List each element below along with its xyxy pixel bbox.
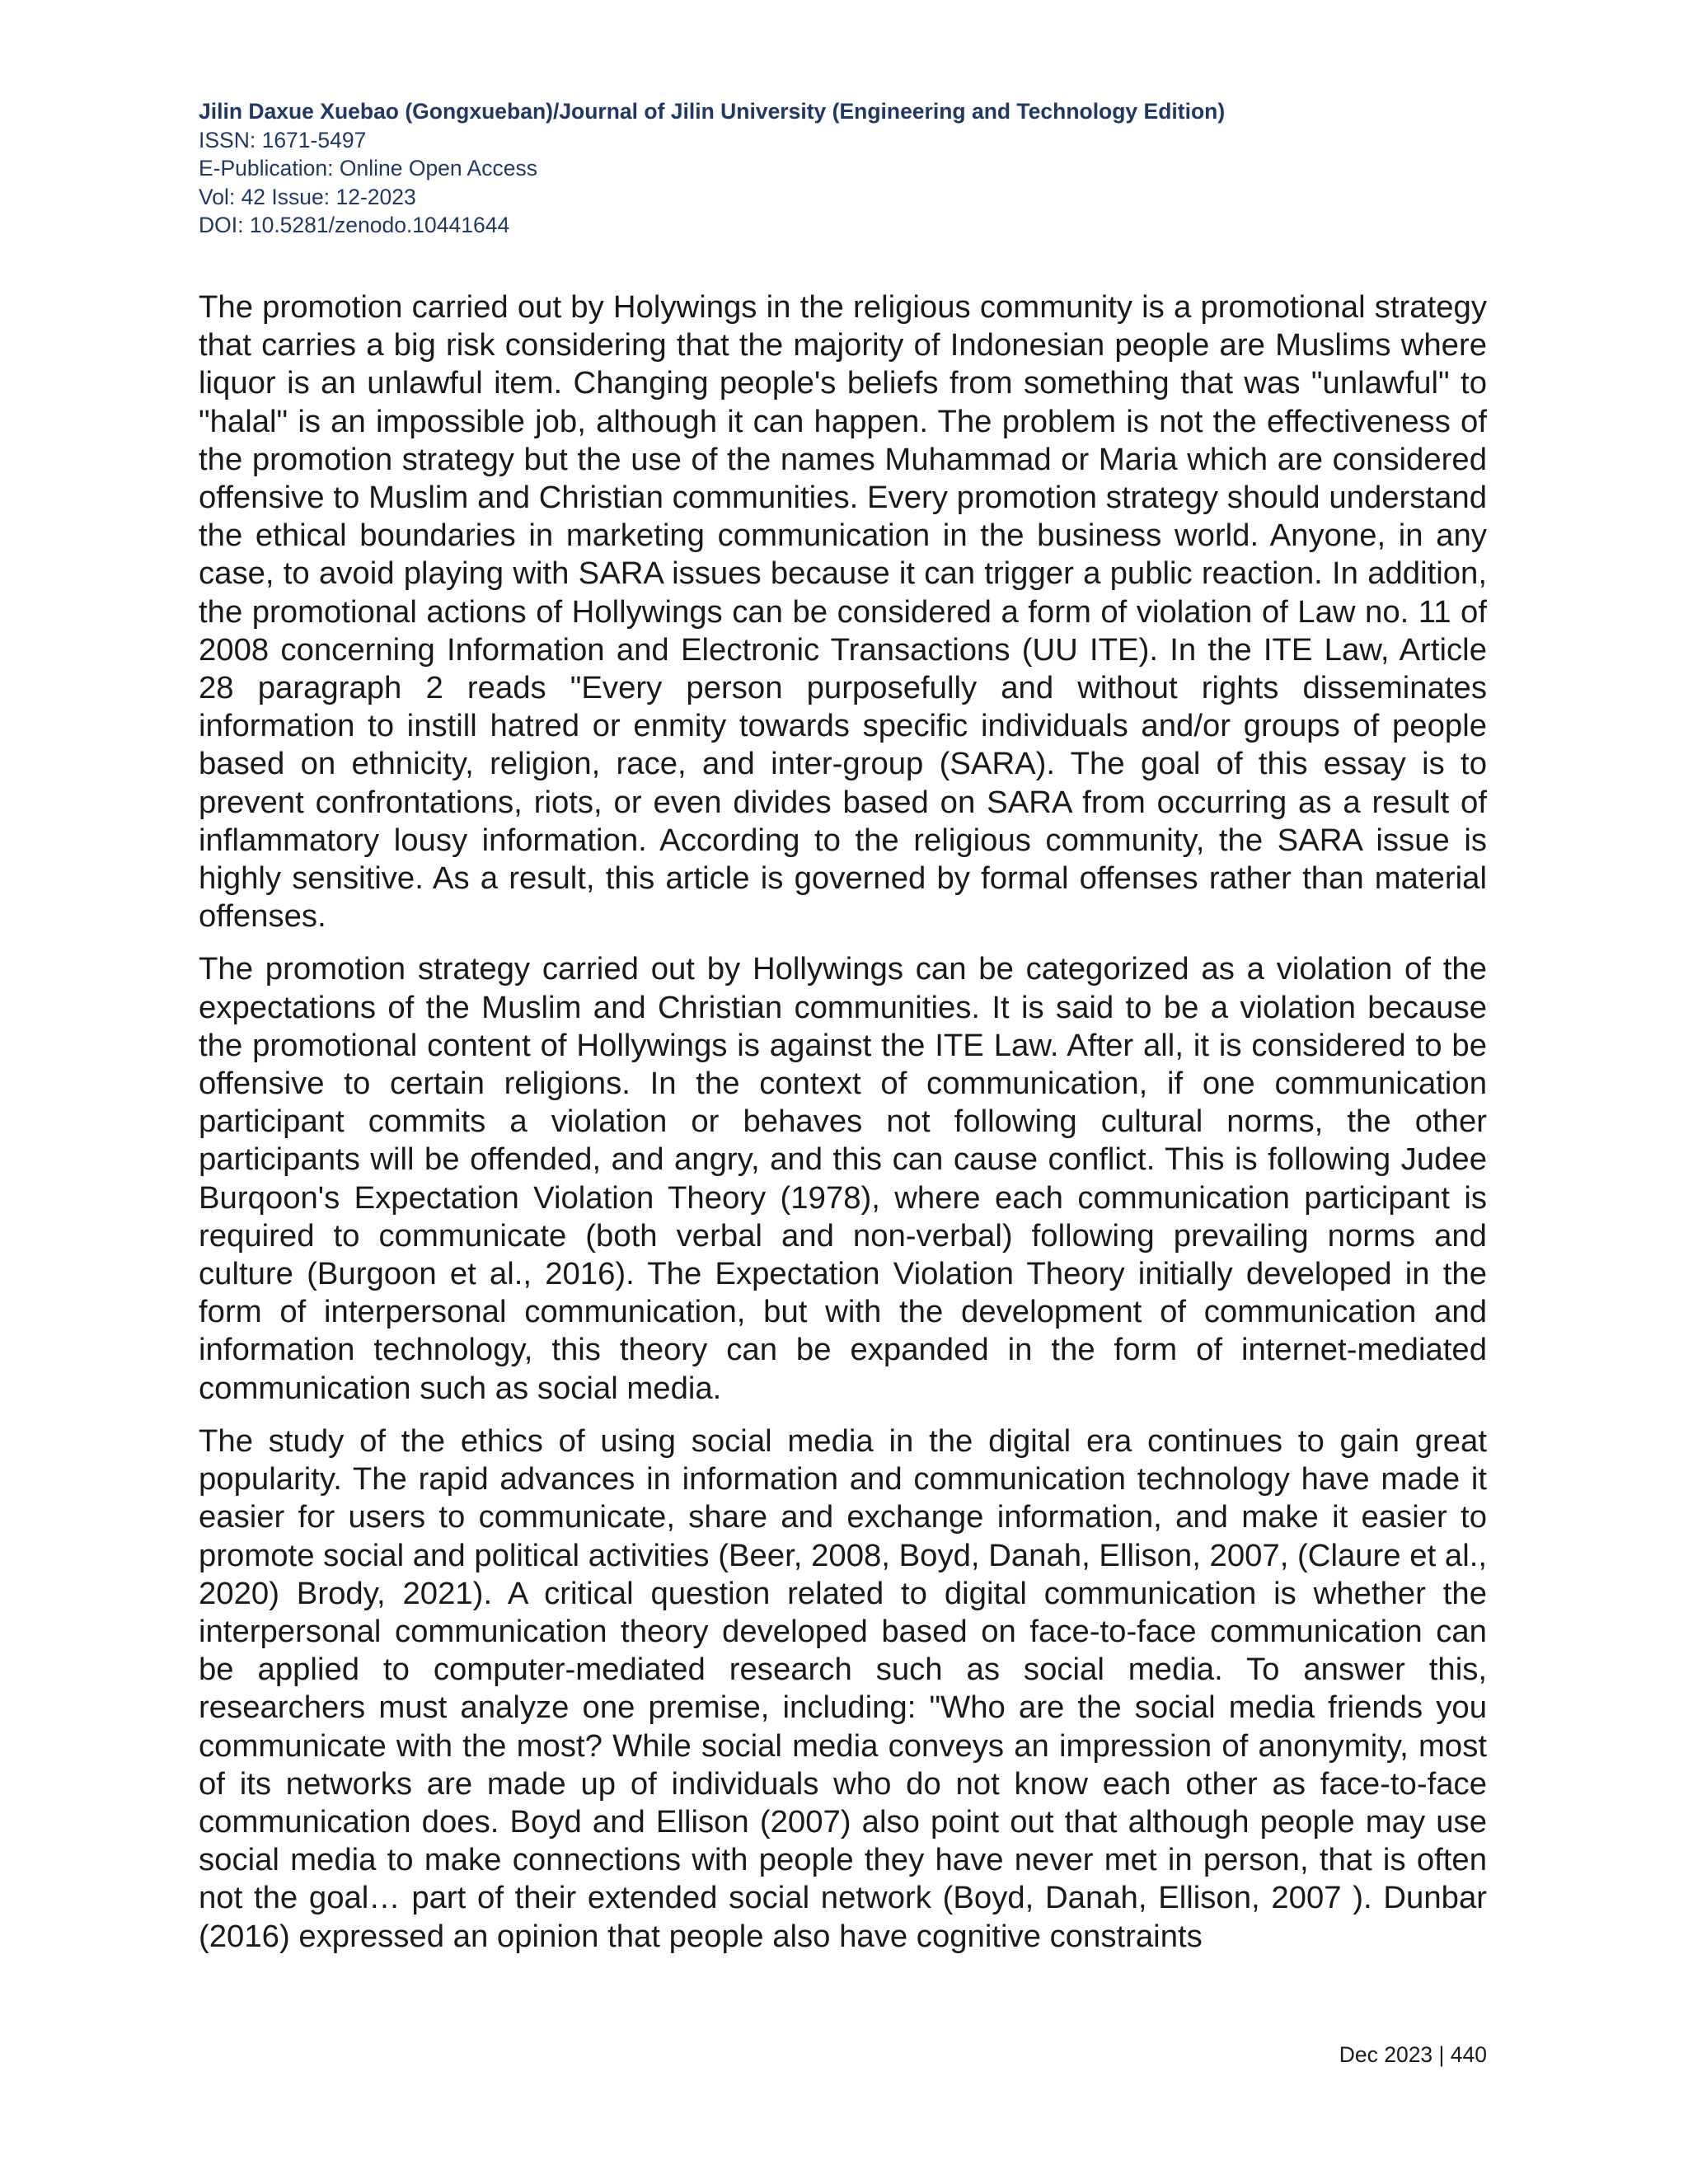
volume-issue: Vol: 42 Issue: 12-2023 [199, 184, 416, 209]
paragraph-3: The study of the ethics of using social media in the digital era continues to gain great popularity. The rapid advances in information and communication technology have made it easier for users to communicate, share and exchange information, and make it easier to promote social and political activities (Beer, 2008, Boyd, Danah, Ellison, 2007, (Claure et al., 2020) Brody, 2021). A critical question related to digital communication is whether the interpersonal communication theory developed based on face-to-face communication can be applied to computer-mediated research such as social media. To answer this, researchers must analyze one premise, including: "Who are the social media friends you communicate with the most? While social media conveys an impression of anonymity, most of its networks are made up of individuals who do not know each other as face-to-face communication does. Boyd and Ellison (2007) also point out that although people may use social media to make connections with people they have never met in person, that is often not the goal… part of their extended social network (Boyd, Danah, Ellison, 2007 ). Dunbar (2016) expressed an opinion that people also have cognitive constraints [199, 1422, 1487, 1954]
paragraph-2: The promotion strategy carried out by Hollywings can be categorized as a violation of the expectations of the Muslim and Christian communities. It is said to be a violation because the promotional content of Hollywings is against the ITE Law. After all, it is considered to be offensive to certain religions. In the context of communication, if one communication participant commits a violation or behaves not following cultural norms, the other participants will be offended, and angry, and this can cause conflict. This is following Judee Burqoon's Expectation Violation Theory (1978), where each communication participant is required to communicate (both verbal and non-verbal) following prevailing norms and culture (Burgoon et al., 2016). The Expectation Violation Theory initially developed in the form of interpersonal communication, but with the development of communication and information technology, this theory can be expanded in the form of internet-mediated communication such as social media. [199, 951, 1487, 1406]
doi: DOI: 10.5281/zenodo.10441644 [199, 213, 510, 237]
issn: ISSN: 1671-5497 [199, 127, 367, 152]
journal-title: Jilin Daxue Xuebao (Gongxueban)/Journal of Jilin University (Engineering and Technology Edition) [199, 99, 1226, 124]
e-publication: E-Publication: Online Open Access [199, 156, 537, 180]
article-body [199, 288, 1487, 1971]
page-footer: Dec 2023 | 440 [1339, 2042, 1487, 2067]
journal-header [199, 97, 1484, 240]
paragraph-1: The promotion carried out by Holywings in the religious community is a promotional strategy that carries a big risk considering that the majority of Indonesian people are Muslims where liquor is an unlawful item. Changing people's beliefs from something that was "unlawful" to "halal" is an impossible job, although it can happen. The problem is not the effectiveness of the promotion strategy but the use of the names Muhammad or Maria which are considered offensive to Muslim and Christian communities. Every promotion strategy should understand the ethical boundaries in marketing communication in the business world. Anyone, in any case, to avoid playing with SARA issues because it can trigger a public reaction. In addition, the promotional actions of Hollywings can be considered a form of violation of Law no. 11 of 2008 concerning Information and Electronic Transactions (UU ITE). In the ITE Law, Article 28 paragraph 2 reads "Every person purposefully and without rights disseminates information to instill hatred or enmity towards specific individuals and/or groups of people based on ethnicity, religion, race, and inter-group (SARA). The goal of this essay is to prevent confrontations, riots, or even divides based on SARA from occurring as a result of inflammatory lousy information. According to the religious community, the SARA issue is highly sensitive. As a result, this article is governed by formal offenses rather than material offenses. [199, 289, 1487, 935]
